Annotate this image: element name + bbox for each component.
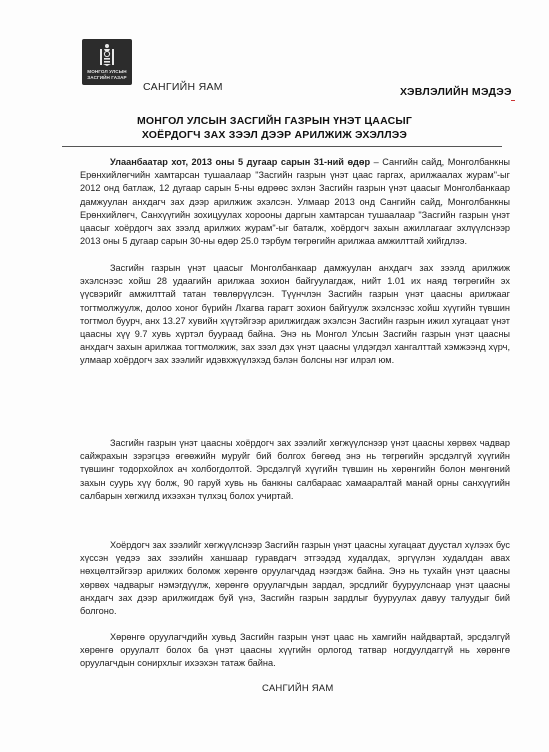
dateline: Улаанбаатар хот, 2013 оны 5 дугаар сарын 31-ний өдөр [110, 157, 371, 167]
ministry-name: САНГИЙН ЯАМ [143, 81, 223, 93]
signature: САНГИЙН ЯАМ [262, 683, 334, 694]
paragraph-2: Засгийн газрын үнэт цаасыг Монголбанкаар дамжуулан анхдагч зах зээлд арилжиж эхэлснээс хойш 28 удаагийн арилжаа зохион байгуулагдаж, нийт 1.01 их наяд төгрөгийн эх үүсвэрийг амжилттай татан төвлөрүүлсэн. Түүнчлэн Засгийн газрын үнэт цаасны арилжааг тогтмолжуулж, долоо хоног бүрийн Лхагва гарагт зохион байгуулж эхэлснээс хойш хүүгийн түвшин тогтмол буурч, анх 13.27 хувийн хүүтэйгээр арилжигдаж эхэлсэн Засгийн газрын ижил хугацаат үнэт цаасны хүү 9.7 хувь хүртэл буурaад байна. Энэ нь Монгол Улсын Засгийн газрын үнэт цаасны анхдагч захын арилжаа тогтмолжиж, зах зээл дэх үнэт цаасны үлдэгдэл хангалттай хэмжээнд хүрч, улмаар хоёрдогч зах зээлийг идэвхжүүлэхэд бэлэн болсны нэг илрэл юм. [80, 263, 510, 366]
logo-line-1: МОНГОЛ УЛСЫН [87, 69, 127, 74]
paragraph-4: Хоёрдогч зах зээлийг хөгжүүлснээр Засгийн газрын үнэт цаасны хугацаат дуустал хүлээх бус хүссэн үедээ зах зээлийн ханшаар гуравдагч этгээдэд худалдах, эргүүлэн худалдан авах нөхцөлтэйгээр арилжих боломж хөрөнгө оруулагчдад нээгдэж байна. Энэ нь тухайн үнэт цаасны хөрвөх чадварыг нэмэгдүүлж, хөрөнгө оруулагчдын зардал, эрсдлийг бууруулснаар үнэт цаасны анхдагч зах дээр арилжигдаж буй үнэ, Засгийн газрын зардлыг бууруулах давуу талуудыг бий болгоно. [80, 540, 510, 617]
paragraph-1 [80, 156, 510, 248]
government-logo [82, 39, 132, 85]
red-mark [511, 100, 515, 101]
title-line-2: ХОЁРДОГЧ ЗАХ ЗЭЭЛ ДЭЭР АРИЛЖИЖ ЭХЭЛЛЭЭ [141, 129, 408, 141]
paragraph-1-text: – Сангийн сайд, Монголбанкны Ерөнхийлөгчийн хамтарсан тушаалаар "Засгийн газрын үнэт цаас гаргах, арилжаалах журам"-ыг 2012 онд батлаж, 12 дугаар сарын 5-ны өдрөөс эхлэн Засгийн газрын үнэт цаасыг Монголбанкаар дамжуулан анхдагч зах дээр арилжиж эхэлсэн. Улмаар 2013 онд Сангийн сайд, Монголбанкны Ерөнхийлөгч, Санхүүгийн зохицуулах хорооны даргын хамтарсан тушаалаар "Засгийн газрын үнэт цаасыг хоёрдогч зах зээлд арилжих журам"-ыг баталж, хоёрдогч захын ажиллагааг эхлүүлснээр 2013 оны 5 дугаар сарын 30-ны өдөр 25.0 тэрбум төгрөгийн арилжаа амжилттай хийгдлээ. [80, 157, 510, 247]
title-divider [62, 146, 502, 147]
logo-line-2: ЗАСГИЙН ГАЗАР [87, 75, 127, 80]
paragraph-5: Хөрөнгө оруулагчдийн хувьд Засгийн газрын үнэт цаас нь хамгийн найдвартай, эрсдэлгүй хөрөнгө оруулалт болох ба үнэт цаасны хүүгийн орлогод татвар ногдуулдаггүй нь хөрөнгө оруулагчдын сонирхлыг ихээхэн татаж байна. [80, 632, 510, 669]
paragraph-3: Засгийн газрын үнэт цаасны хоёрдогч зах зээлийг хөгжүүлснээр үнэт цаасны хөрвөх чадвар сайжрахын зэрэгцээ өгөөжийн муруйг бий болгох бөгөөд энэ нь төгрөгийн эрсдэлгүй хүүгийн түвшинг тодорхойлох ач холбогдолтой. Эрсдэлгүй хүүгийн түвшин нь хөрөнгийн болон мөнгөний захын суурь хүү болж, 90 гаруй хувь нь банкны салбараас хамааралтай манай орны санхүүгийн салбарын хөгжилд ихээхэн түлхэц болох учиртай. [80, 438, 510, 501]
title-line-1: МОНГОЛ УЛСЫН ЗАСГИЙН ГАЗРЫН ҮНЭТ ЦААСЫГ [136, 115, 413, 127]
soyombo-emblem-icon [97, 43, 117, 67]
document-type: ХЭВЛЭЛИЙН МЭДЭЭ [400, 86, 512, 98]
